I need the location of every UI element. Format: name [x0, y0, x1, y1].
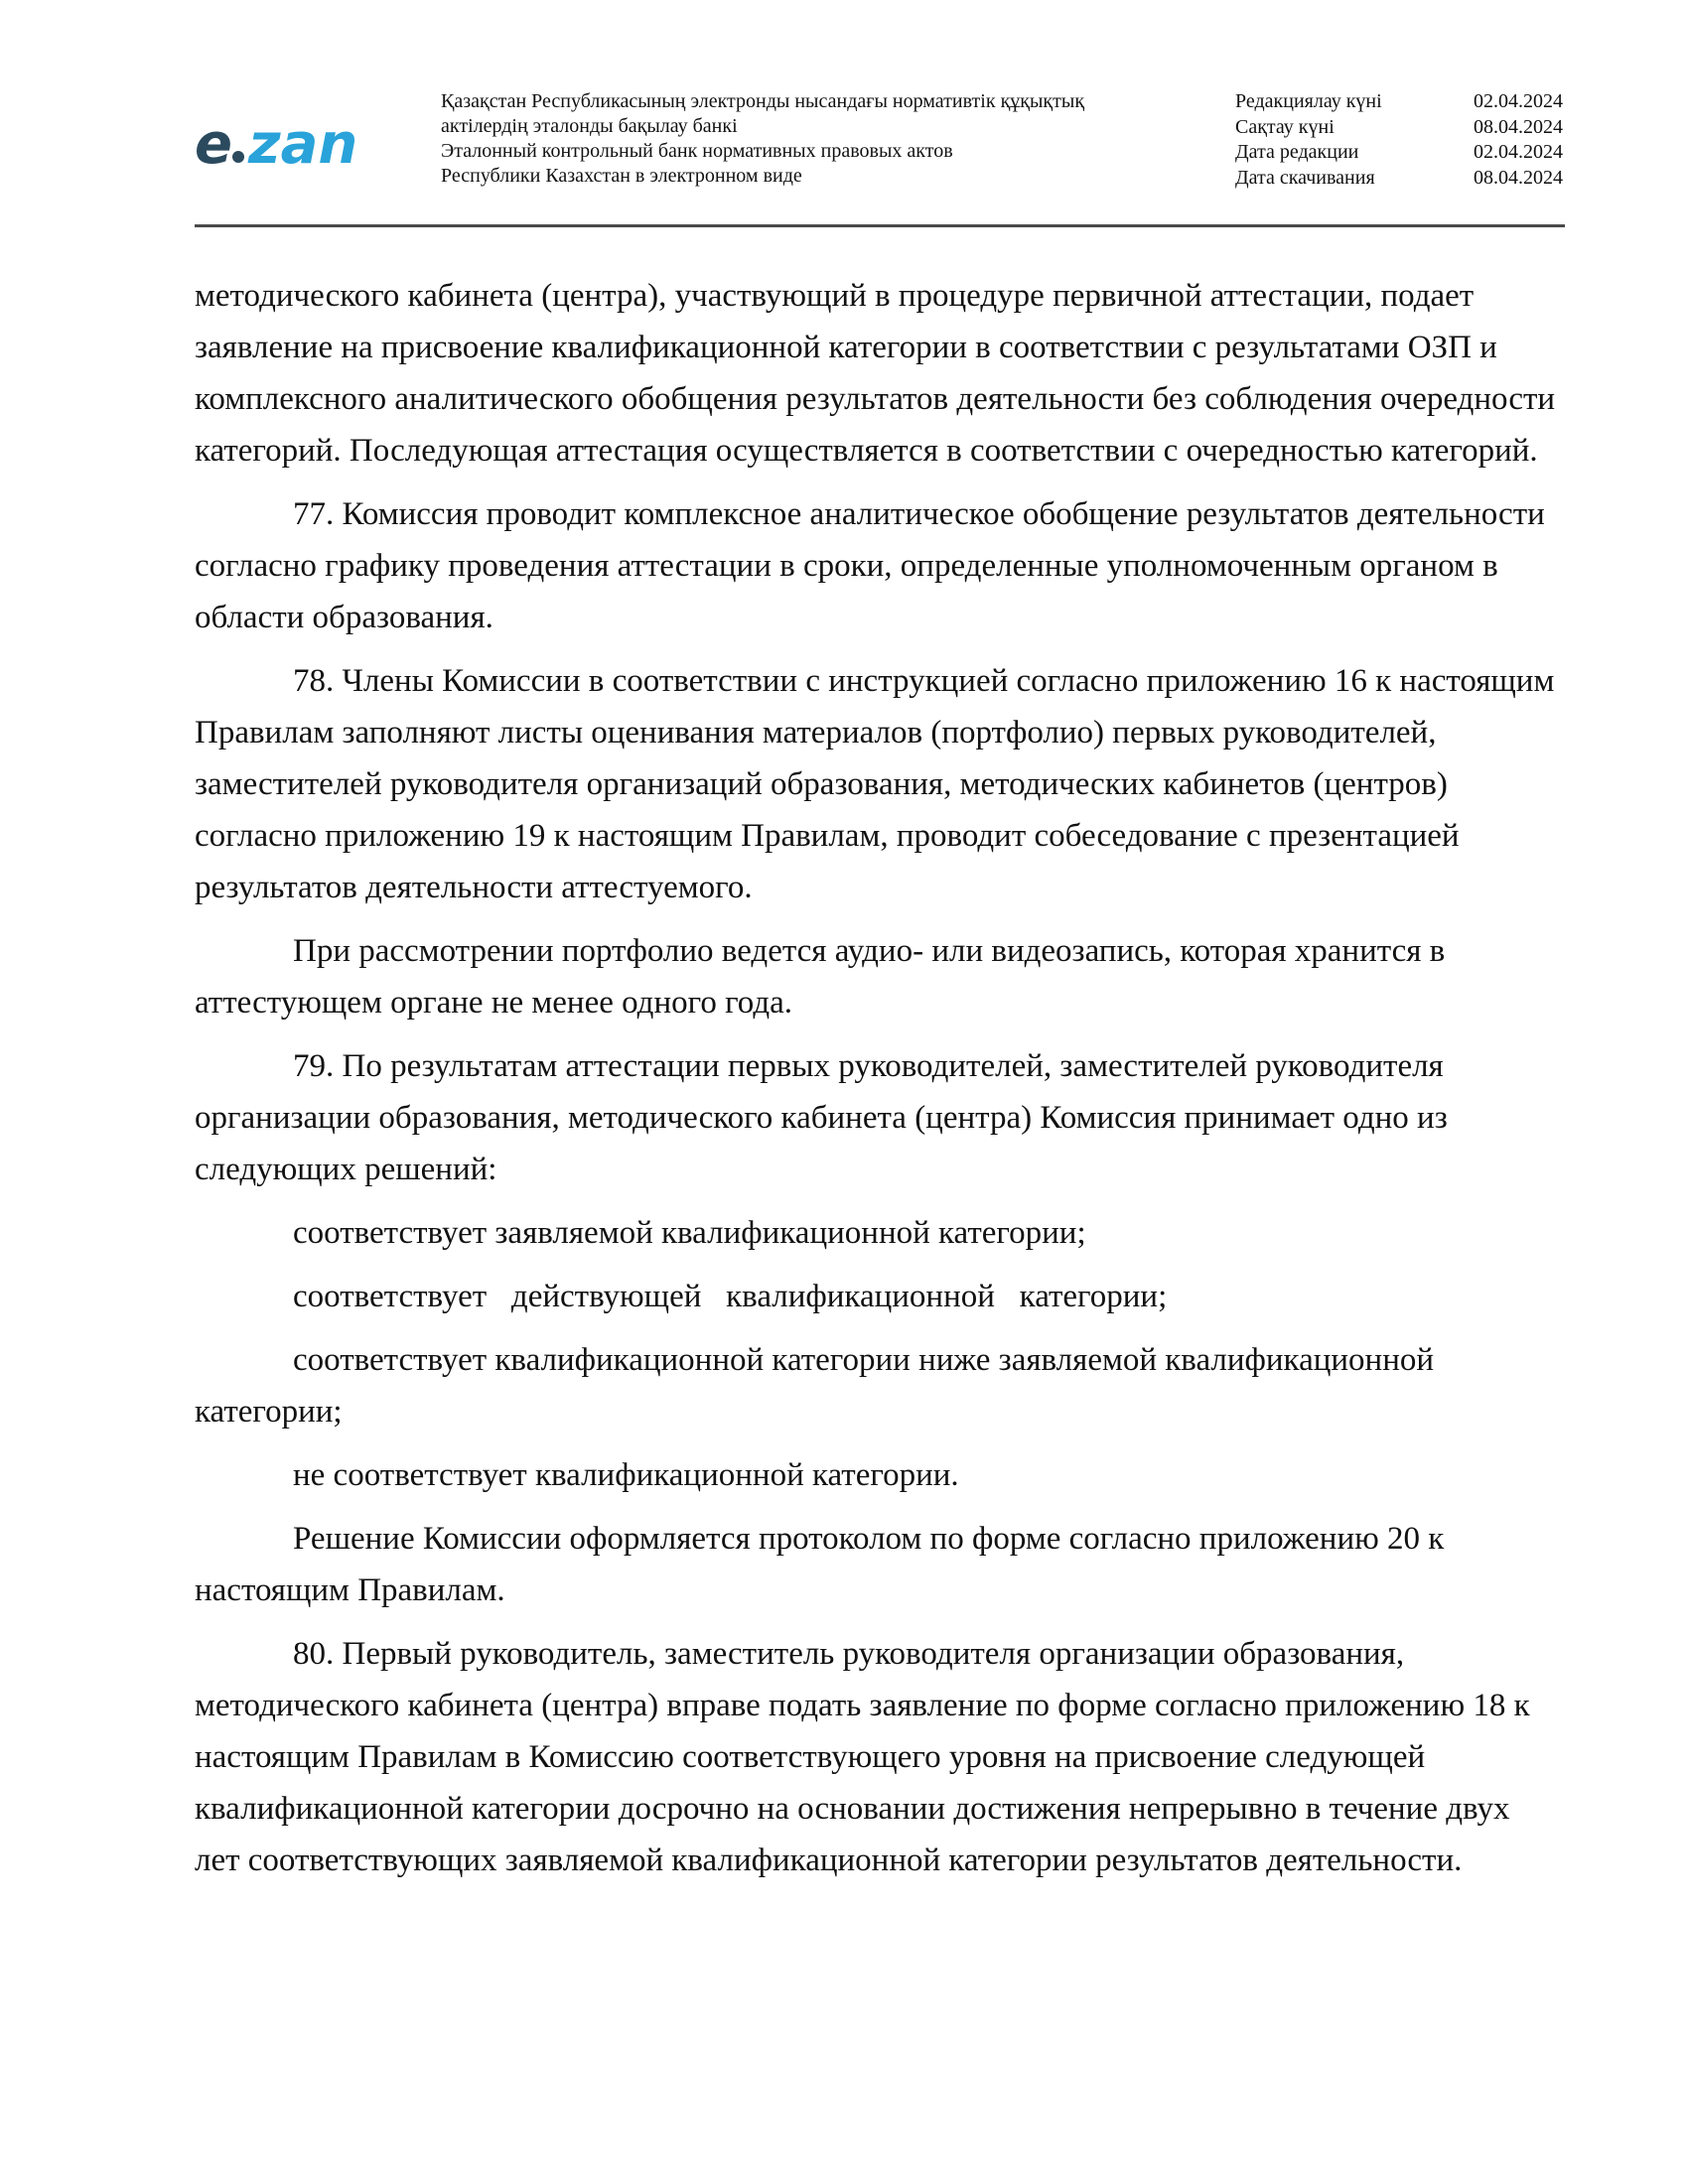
paragraph-79: 79. По результатам аттестации первых руководителей, заместителей руководителя организации образования, методического кабинета (центра) Комиссия принимает одно из следующих решений: — [195, 1048, 1448, 1187]
document-body — [195, 270, 1561, 1898]
date-label: Сақтау күні — [1235, 115, 1335, 138]
date-value: 08.04.2024 — [1474, 166, 1563, 189]
paragraph: методического кабинета (центра), участвующий в процедуре первичной аттестации, подает заявление на присвоение квалификационной категории в соответствии с результатами ОЗП и комплексного аналитического обобщения результатов деятельности без соблюдения очередности категорий. Последующая аттестация осуществляется в соответствии с очередностью категорий. — [195, 278, 1556, 469]
date-label: Дата скачивания — [1235, 166, 1375, 189]
date-value: 02.04.2024 — [1474, 141, 1563, 163]
decision-item: соответствует заявляемой квалификационной категории; — [293, 1215, 1086, 1251]
date-value: 02.04.2024 — [1474, 90, 1563, 112]
bank-title-line: Қазақстан Республикасының электронды нысандағы нормативтік құқықтық — [441, 90, 1085, 112]
document-header — [195, 83, 1561, 228]
date-row-edit-kz — [1235, 89, 1563, 115]
bank-title-line: актілердің эталонды бақылау банкі — [441, 115, 738, 137]
paragraph-78: 78. Члены Комиссии в соответствии с инструкцией согласно приложению 16 к настоящим Правилам заполняют листы оценивания материалов (портфолио) первых руководителей, заместителей руководителя организаций образования, методических кабинетов (центров) согласно приложению 19 к настоящим Правилам, проводит собеседование с презентацией результатов деятельности аттестуемого. — [195, 663, 1555, 905]
header-divider — [195, 224, 1565, 227]
paragraph: При рассмотрении портфолио ведется аудио- или видеозапись, которая хранится в аттестующем органе не менее одного года. — [195, 933, 1446, 1021]
date-row-edit-ru — [1235, 140, 1563, 166]
decision-item: не соответствует квалификационной категории. — [293, 1457, 959, 1493]
date-row-download-ru — [1235, 166, 1563, 192]
bank-title-line: Республики Казахстан в электронном виде — [441, 165, 802, 187]
paragraph: Решение Комиссии оформляется протоколом по форме согласно приложению 20 к настоящим Правилам. — [195, 1521, 1445, 1608]
decision-item: соответствует квалификационной категории ниже заявляемой квалификационной категории; — [195, 1342, 1435, 1430]
bank-title-line: Эталонный контрольный банк нормативных правовых актов — [441, 140, 953, 162]
date-value: 08.04.2024 — [1474, 115, 1563, 138]
date-label: Редакциялау күні — [1235, 90, 1382, 112]
decision-item: соответствует действующей квалификационной категории; — [293, 1279, 1168, 1314]
ezan-logo — [195, 101, 393, 191]
paragraph-77: 77. Комиссия проводит комплексное аналитическое обобщение результатов деятельности согласно графику проведения аттестации в сроки, определенные уполномоченным органом в области образования. — [195, 496, 1545, 635]
dates-table — [1235, 89, 1563, 191]
date-label: Дата редакции — [1235, 141, 1359, 163]
paragraph-80: 80. Первый руководитель, заместитель руководителя организации образования, методического кабинета (центра) вправе подать заявление по форме согласно приложению 18 к настоящим Правилам в Комиссию соответствующего уровня на присвоение следующей квалификационной категории досрочно на основании достижения непрерывно в течение двух лет соответствующих заявляемой квалификационной категории результатов деятельности. — [195, 1636, 1530, 1878]
date-row-save-kz — [1235, 115, 1563, 141]
bank-title — [441, 89, 1156, 189]
logo-text-e: e — [195, 112, 232, 177]
logo-dot — [232, 151, 244, 163]
logo-text-zan: zan — [248, 112, 358, 177]
